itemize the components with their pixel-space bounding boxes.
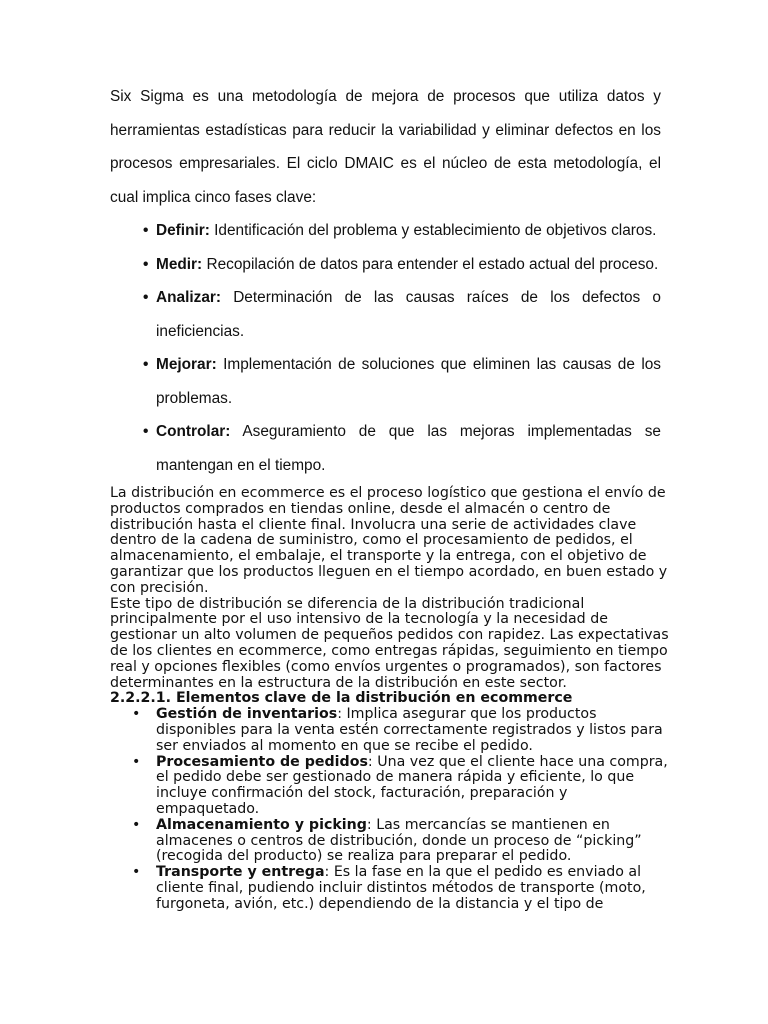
dmaic-phase-list [110,214,661,482]
list-item [110,214,661,248]
element-text: : Es la fase en la que el pedido es enviado al cliente final, pudiendo incluir distintos métodos de transporte (moto, furgoneta, avión, etc.) dependiendo de la distancia y el tipo de [156,864,646,912]
bullet-icon: • [143,356,149,373]
list-item [110,865,670,912]
phase-text: Determinación de las causas raíces de los defectos o ineficiencias. [156,289,661,340]
intro-paragraph: Six Sigma es una metodología de mejora de procesos que utiliza datos y herramientas estadísticas para reducir la variabilidad y eliminar defectos en los procesos empresariales. El ciclo DMAIC es el núcleo de esta metodología, el cual implica cinco fases clave: [110,88,661,206]
bullet-icon: • [143,222,149,239]
distribution-paragraph-2: Este tipo de distribución se diferencia de la distribución tradicional principalmente por el uso intensivo de la tecnología y la necesidad de gestionar un alto volumen de pequeños pedidos con rapidez. Las expectativas de los clientes en ecommerce, como entregas rápidas, seguimiento en tiempo real y opciones flexibles (como envíos urgentes o programados), son factores determinantes en la estructura de la distribución en este sector. [110,595,669,691]
bullet-icon: • [132,706,141,723]
phase-term: Medir: [156,255,203,273]
element-text: : Una vez que el cliente hace una compra, el pedido debe ser gestionado de manera rápida y eficiente, lo que incluye confirmación del stock, facturación, preparación y empaquetado. [156,753,668,817]
bullet-icon: • [132,816,141,833]
list-item [110,281,661,348]
phase-term: Controlar: [156,423,231,440]
bullet-icon: • [132,753,141,770]
bullet-icon: • [132,864,141,881]
list-item [110,818,670,865]
bullet-icon: • [143,255,149,273]
element-term: Gestión de inventarios [156,706,338,723]
section-heading: 2.2.2.1. Elementos clave de la distribución en ecommerce [110,690,573,707]
six-sigma-section [110,80,661,482]
phase-term: Mejorar: [156,356,217,373]
phase-term: Definir: [156,222,210,239]
bullet-icon: • [143,423,149,440]
phase-text: Implementación de soluciones que eliminen las causas de los problemas. [156,356,661,407]
list-item [110,707,670,754]
phase-text: Recopilación de datos para entender el estado actual del proceso. [202,255,659,273]
phase-text: Identificación del problema y establecimiento de objetivos claros. [209,222,657,239]
list-item [110,755,670,818]
bullet-icon: • [143,289,149,306]
distribution-paragraph-1: La distribución en ecommerce es el proceso logístico que gestiona el envío de productos comprados en tiendas online, desde el almacén o centro de distribución hasta el cliente final. Involucra una serie de actividades clave dentro de la cadena de suministro, como el procesamiento de pedidos, el almacenamiento, el embalaje, el transporte y la entrega, con el objetivo de garantizar que los productos lleguen en el tiempo acordado, en buen estado y con precisión. [110,485,668,596]
phase-text: Aseguramiento de que las mejoras implementadas se mantengan en el tiempo. [156,423,661,474]
element-term: Almacenamiento y picking [156,816,367,833]
element-text: : Las mercancías se mantienen en almacenes o centros de distribución, donde un proceso de “picking” (recogida del producto) se realiza para preparar el pedido. [156,816,642,865]
element-term: Transporte y entrega [156,864,325,881]
list-item [110,248,661,282]
ecommerce-distribution-section [110,486,670,913]
phase-term: Analizar: [156,289,221,306]
element-term: Procesamiento de pedidos [156,753,368,770]
key-elements-list [110,707,670,912]
list-item [110,415,661,482]
element-text: : Implica asegurar que los productos disponibles para la venta estén correctamente registrados y listos para ser enviados al momento en que se recibe el pedido. [156,706,663,754]
list-item [110,348,661,415]
